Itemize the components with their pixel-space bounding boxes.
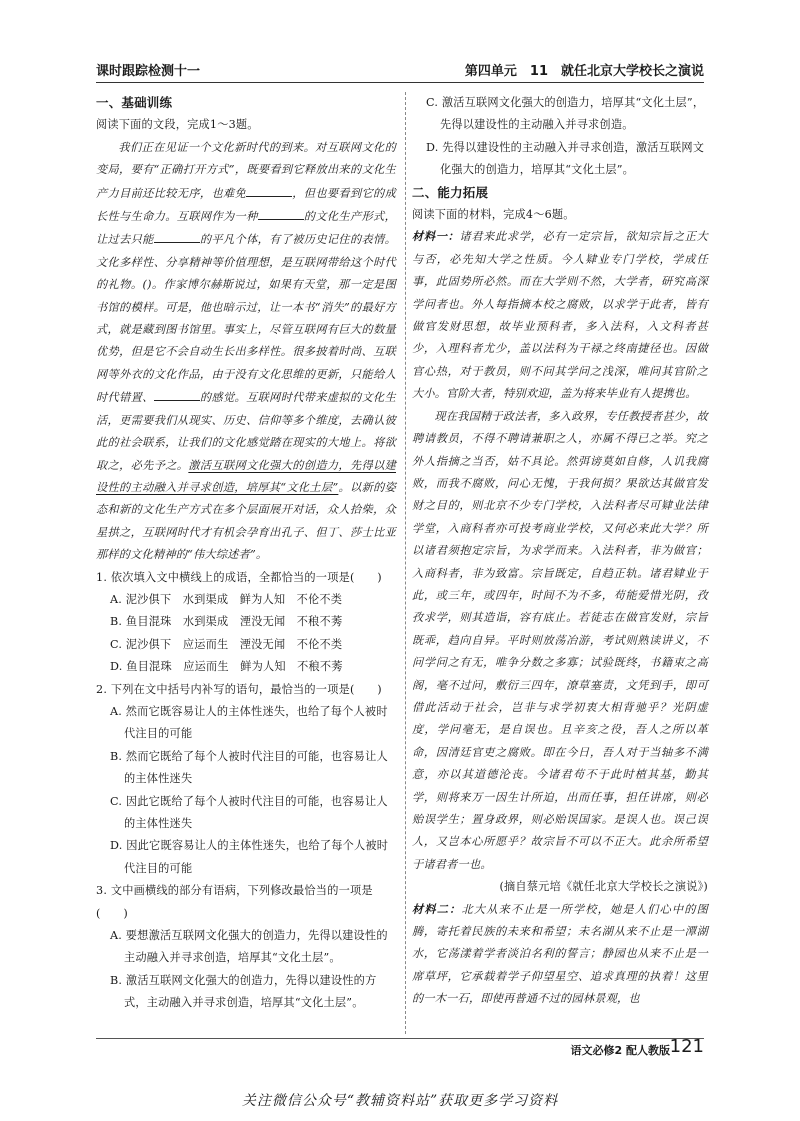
q3-option-c: C. 激活互联网文化强大的创造力，培厚其“文化土层”，先得以建设性的主动融入并寻求创造。 <box>426 96 705 132</box>
fill-blank-4 <box>154 386 200 401</box>
q3-option-b: B. 激活互联网文化强大的创造力，先得以建设性的方式，主动融入并寻求创造，培厚其“文化土层”。 <box>110 973 377 1010</box>
passage-part-5: 的感觉。互联网时代带来虚拟的文化生活，更需要我们从现实、历史、信仰等多个维度，去确认彼此的社会联系，让我们的文化感觉踏在现实的大地上。将欲取之，必先予之。 <box>96 391 396 472</box>
q2-option-a: A. 然而它既容易让人的主体性迷失，也给了每个人被时代注目的可能 <box>110 704 388 741</box>
q1a-4: 不伦不类 <box>296 592 343 606</box>
q2-option-d: D. 因此它既容易让人的主体性迷失，也给了每个人被时代注目的可能 <box>110 839 389 875</box>
passage-part-6: 。以新的姿态和新的文化生产方式在多个层面展开对话，众人拾柴，众星拱之，互联网时代才有机会孕育出孔子、但丁、莎士比亚那样的文化精神的“伟大综述者”。 <box>96 480 396 562</box>
q1a-3: 鲜为人知 <box>239 592 286 606</box>
section-title-basic: 一、基础训练 <box>96 95 173 110</box>
q1c-3: 湮没无闻 <box>239 637 286 651</box>
q1-option-d <box>96 656 396 678</box>
instruction-1: 阅读下面的文段，完成1～3题。 <box>96 118 259 132</box>
fill-blank-2 <box>258 205 304 220</box>
q2-option-c: C. 因此它既给了每个人被时代注目的可能，也容易让人的主体性迷失 <box>110 794 388 830</box>
passage-part-1: 我们正在见证一个文化新时代的到来。对互联网文化的变局，要有“正确打开方式”，既要看到它释放出来的文化生产力目前还比较无序，也难免 <box>96 140 396 200</box>
right-column <box>412 92 708 1011</box>
header-left-title: 课时跟踪检测十一 <box>96 64 201 79</box>
q1d-2: 应运而生 <box>183 660 229 674</box>
header-right-title: 第四单元 11 就任北京大学校长之演说 <box>464 64 704 79</box>
fill-blank-3 <box>154 228 200 243</box>
question-1-stem: 1. 依次填入文中横线上的成语，全都恰当的一项是( ) <box>96 570 382 584</box>
q1b-3: 湮没无闻 <box>239 615 286 629</box>
material-2 <box>412 899 708 1011</box>
q1c-2: 应运而生 <box>182 637 229 651</box>
underlined-sentence: 激活互联网文化强大的创造力，先得以建设性的主动融入并寻求创造，培厚其“文化土层” <box>96 458 396 494</box>
footer-book-tag: 语文必修2 配人教版 <box>570 1044 670 1057</box>
passage <box>96 137 396 567</box>
q1b-2: 水到渠成 <box>182 615 229 629</box>
q3-option-d: D. 先得以建设性的主动融入并寻求创造，激活互联网文化强大的创造力，培厚其“文化土层”。 <box>426 140 705 177</box>
q1d-1: D. 鱼目混珠 <box>110 660 172 674</box>
material-1-label: 材料一： <box>412 230 460 244</box>
q1b-1: B. 鱼目混珠 <box>110 615 172 629</box>
footer-rule <box>96 1038 704 1039</box>
q1b-4: 不稂不莠 <box>296 615 343 629</box>
q1a-1: A. 泥沙俱下 <box>110 592 172 606</box>
q1a-2: 水到渠成 <box>182 592 229 606</box>
material-2-text: 北大从来不止是一所学校，她是人们心中的图腾，寄托着民族的未来和希望；未名湖从来不止是一潭湖水，它荡漾着学者淡泊名利的誓言；静园也从来不止是一席草坪，它承载着学子仰望星空、追求真理的执着！这里的一木一石，即使再普通不过的园林景观，也 <box>412 902 708 1006</box>
question-2-stem: 2. 下列在文中括号内补写的语句，最恰当的一项是( ) <box>96 682 382 696</box>
passage-part-2: ，但也要看到它的成长性与生命力。互联网作为一种 <box>96 186 396 224</box>
question-3-stem: 3. 文中画横线的部分有语病，下列修改最恰当的一项是( ) <box>96 884 373 920</box>
q3-option-a: A. 要想激活互联网文化强大的创造力，先得以建设性的主动融入并寻求创造，培厚其“文化土层”。 <box>110 929 388 965</box>
material-1-text-1: 诸君来此求学，必有一定宗旨，欲知宗旨之正大与否，必先知大学之性质。今人肄业专门学校，学成任事，此固势所必然。而在大学则不然，大学者，研究高深学问者也。外人每指摘本校之腐败，以求学于此者，皆有做官发财思想，故毕业预科者，多入法科，入文科者甚少，入理科者尤少，盖以法科为干禄之终南捷径也。因做官心热，对于教员，则不问其学问之浅深，唯问其官阶之大小。官阶大者，特别欢迎，盖为将来毕业有人提携也。 <box>412 230 708 401</box>
q1c-4: 不伦不类 <box>296 637 343 651</box>
material-2-label: 材料二： <box>412 902 462 916</box>
q1d-4: 不稂不莠 <box>297 660 343 674</box>
material-1-para-2: 现在我国精于政法者，多入政界，专任教授者甚少，故聘请教员，不得不聘请兼职之人，亦属不得已之举。究之外人指摘之当否，姑不具论。然弭谤莫如自修，人讥我腐败，而我不腐败，问心无愧，于我何损？果欲达其做官发财之目的，则北京不少专门学校，入法科者尽可肄业法律学堂，入商科者亦可投考商业学校，又何必来此大学？所以诸君须抱定宗旨，为求学而来。入法科者，非为做官；入商科者，非为致富。宗旨既定，自趋正轨。诸君肄业于此，或三年，或四年，时间不为不多，苟能爱惜光阴，孜孜求学，则其造诣，容有底止。若徒志在做官发财，宗旨既乖，趋向自异。平时则放荡冶游，考试则熟读讲义，不问学问之有无，唯争分数之多寡；试验既终，书籍束之高阁，毫不过问，敷衍三四年，潦草塞责，文凭到手，即可借此活动于社会，岂非与求学初衷大相背驰乎？光阴虚度，学问毫无，是自误也。且辛亥之役，吾人之所以革命，因清廷官吏之腐败。即在今日，吾人对于当轴多不满意，亦以其道德沦丧。今诸君苟不于此时植其基，勤其学，则将来万一因生计所迫，出而任事，担任讲席，则必贻误学生；置身政界，则必贻误国家。是误人也。误己误人，又岂本心所愿乎？故宗旨不可以不正大。此余所希望于诸君者一也。 <box>412 409 708 871</box>
passage-part-3: 的平凡个体，有了被历史记住的表情。文化多样性、分享精神等价值理想，是互联网带给这个时代的礼物。( <box>96 233 396 292</box>
column-divider <box>405 92 406 1034</box>
q1-option-c <box>96 634 396 656</box>
header-rule <box>96 82 704 83</box>
q1c-1: C. 泥沙俱下 <box>110 637 172 651</box>
q1d-3: 鲜为人知 <box>240 660 286 674</box>
q1-option-b <box>96 611 396 633</box>
q1-option-a <box>96 589 396 611</box>
instruction-2: 阅读下面的材料，完成4～6题。 <box>412 208 575 222</box>
fill-blank-1 <box>246 182 292 197</box>
section-title-extension: 二、能力拓展 <box>412 184 489 200</box>
passage-part-4: )。作家博尔赫斯说过，如果有天堂，那一定是图书馆的模样。可是，他也暗示过，让一本书“消失”的最好方式，就是藏到图书馆里。事实上，尽管互联网有巨大的数量优势，但是它不会自动生长出多样性。很多披着时尚、互联网等外衣的文化作品，由于没有文化思维的更新，只能给人时代错置、 <box>96 278 396 405</box>
q2-option-b: B. 然而它既给了每个人被时代注目的可能，也容易让人的主体性迷失 <box>110 749 388 786</box>
page-number: 121 <box>669 1036 704 1057</box>
left-column <box>96 92 396 1015</box>
bottom-handwritten-note: 关注微信公众号“教辅资料站”获取更多学习资料 <box>241 1093 559 1109</box>
page-header <box>96 60 704 82</box>
material-1-para-1 <box>412 226 708 405</box>
material-1-source: (摘自蔡元培《就任北京大学校长之演说》) <box>499 880 708 894</box>
question-1-options <box>96 589 396 679</box>
passage-part-2b: 的文化生产形式，让过去只能 <box>96 210 396 247</box>
